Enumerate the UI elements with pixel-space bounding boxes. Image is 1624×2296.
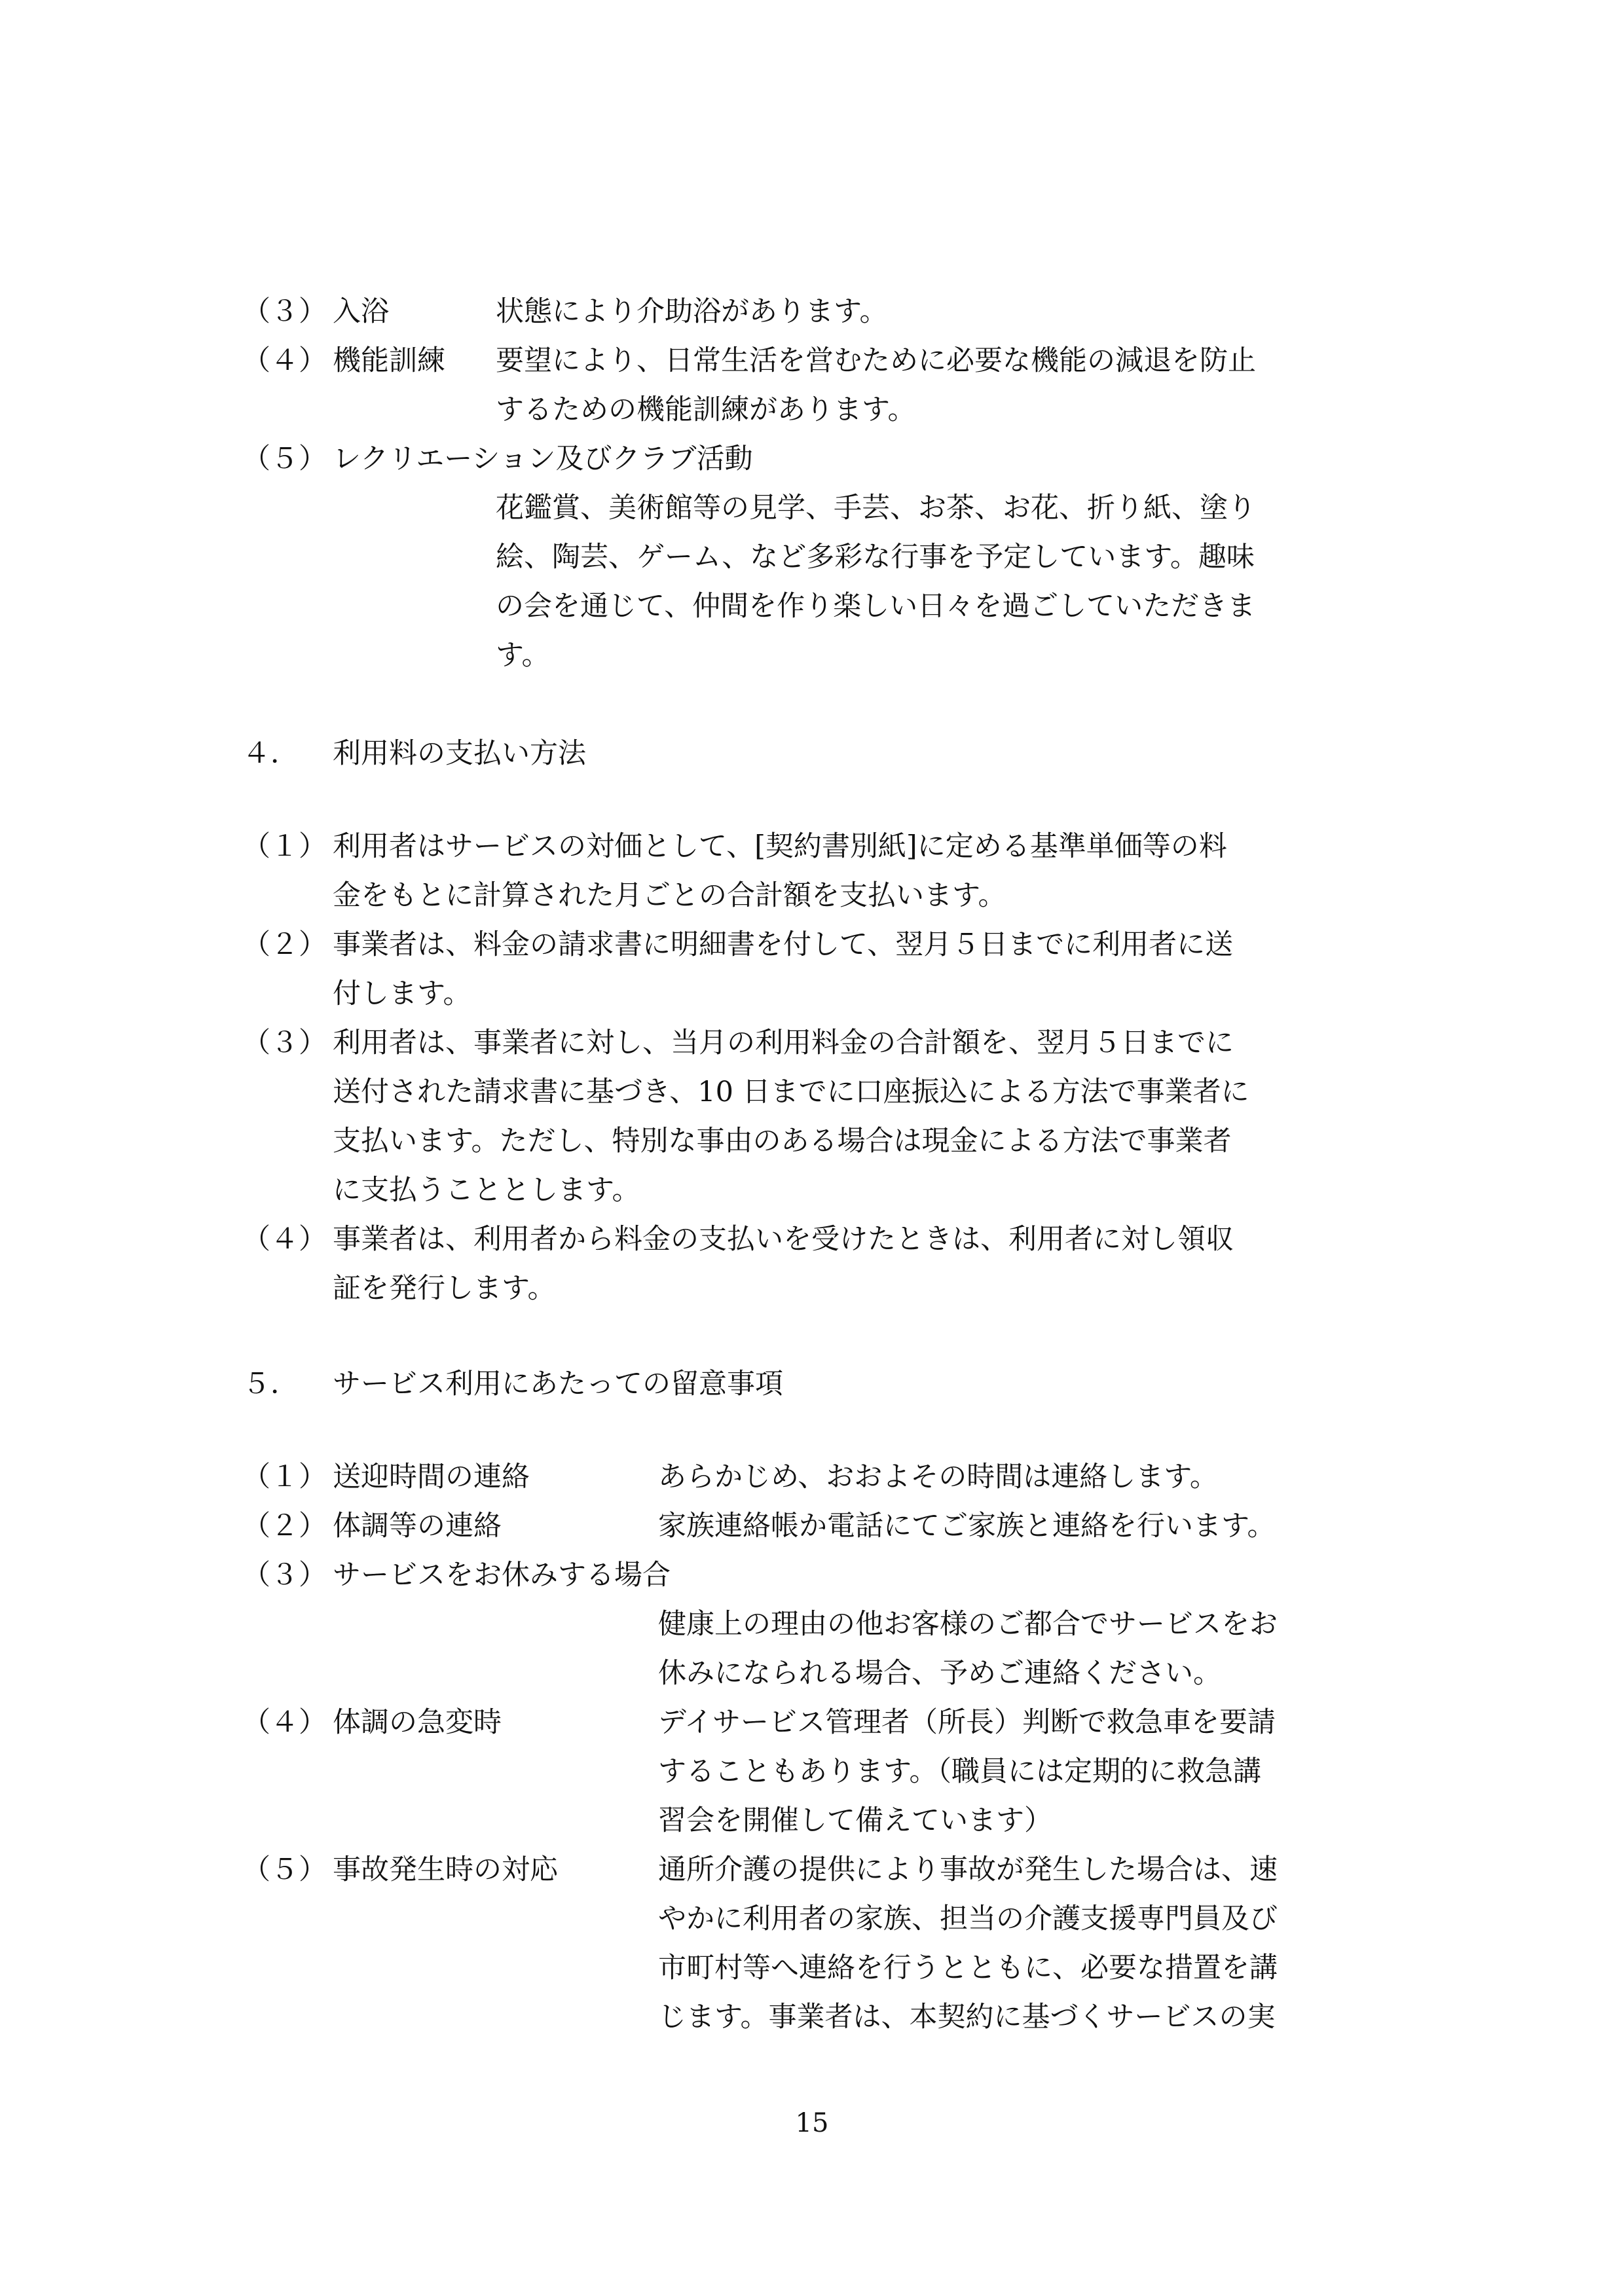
item-text: 送付された請求書に基づき、10 日までに口座振込による方法で事業者に [333, 1076, 1249, 1108]
page-number: 15 [795, 2108, 829, 2138]
item-text: 事業者は、料金の請求書に明細書を付して、翌月５日までに利用者に送 [333, 928, 1234, 961]
item-number: （５） [242, 443, 327, 475]
item-number: （４） [242, 1223, 327, 1256]
item-number: （３） [242, 1027, 327, 1059]
item-text: やかに利用者の家族、担当の介護支援専門員及び [658, 1903, 1278, 1935]
item-text: 事業者は、利用者から料金の支払いを受けたときは、利用者に対し領収 [333, 1223, 1234, 1256]
item-number: （４） [242, 344, 327, 377]
item-text: じます。事業者は、本契約に基づくサービスの実 [658, 2001, 1276, 2033]
item-text: 要望により、日常生活を営むために必要な機能の減退を防止 [496, 344, 1256, 377]
item-text: 支払います。ただし、特別な事由のある場合は現金による方法で事業者 [333, 1125, 1232, 1157]
item-label: レクリエーション及びクラブ活動 [333, 443, 753, 475]
item-label: 機能訓練 [333, 344, 445, 377]
item-text: することもあります。（職員には定期的に救急講 [658, 1755, 1262, 1788]
item-text: 利用者はサービスの対価として、[契約書別紙]に定める基準単価等の料 [333, 830, 1227, 863]
section-title: 利用料の支払い方法 [333, 737, 586, 770]
item-number: （１） [242, 1461, 327, 1493]
item-text: 習会を開催して備えています） [658, 1804, 1052, 1837]
item-label: 事故発生時の対応 [333, 1853, 558, 1886]
item-label: 体調等の連絡 [333, 1510, 502, 1542]
item-text: の会を通じて、仲間を作り楽しい日々を過ごしていただきま [496, 590, 1256, 623]
item-text: 利用者は、事業者に対し、当月の利用料金の合計額を、翌月５日までに [333, 1027, 1234, 1059]
item-text: 花鑑賞、美術館等の見学、手芸、お茶、お花、折り紙、塗り [496, 492, 1256, 524]
item-text: するための機能訓練があります。 [496, 393, 916, 426]
section-title: サービス利用にあたっての留意事項 [333, 1368, 783, 1400]
item-number: （５） [242, 1853, 327, 1886]
item-number: （４） [242, 1706, 327, 1739]
item-label: 送迎時間の連絡 [333, 1461, 530, 1493]
item-label: サービスをお休みする場合 [333, 1559, 671, 1592]
item-number: （３） [242, 1559, 327, 1592]
item-text: に支払うこととします。 [333, 1174, 640, 1207]
item-text: あらかじめ、おおよその時間は連絡します。 [658, 1461, 1218, 1493]
item-text: 証を発行します。 [333, 1272, 556, 1305]
item-text: 金をもとに計算された月ごとの合計額を支払います。 [333, 879, 1006, 912]
item-number: （３） [242, 295, 327, 328]
item-number: （２） [242, 1510, 327, 1542]
section-number: ４． [242, 737, 299, 770]
item-text: 絵、陶芸、ゲーム、など多彩な行事を予定しています。趣味 [496, 541, 1255, 574]
section-number: ５． [242, 1368, 299, 1400]
item-text: 健康上の理由の他お客様のご都合でサービスをお [658, 1608, 1278, 1641]
item-number: （１） [242, 830, 327, 863]
item-label: 入浴 [333, 295, 389, 328]
item-text: 通所介護の提供により事故が発生した場合は、速 [658, 1853, 1278, 1886]
item-text: す。 [496, 639, 550, 672]
item-text: 市町村等へ連絡を行うとともに、必要な措置を講 [658, 1952, 1278, 1984]
item-text: 休みになられる場合、予めご連絡ください。 [658, 1657, 1221, 1690]
item-number: （２） [242, 928, 327, 961]
item-text: 状態により介助浴があります。 [496, 295, 888, 328]
item-text: 付します。 [333, 977, 471, 1010]
item-text: デイサービス管理者（所長）判断で救急車を要請 [658, 1706, 1276, 1739]
item-label: 体調の急変時 [333, 1706, 502, 1739]
item-text: 家族連絡帳か電話にてご家族と連絡を行います。 [658, 1510, 1276, 1542]
